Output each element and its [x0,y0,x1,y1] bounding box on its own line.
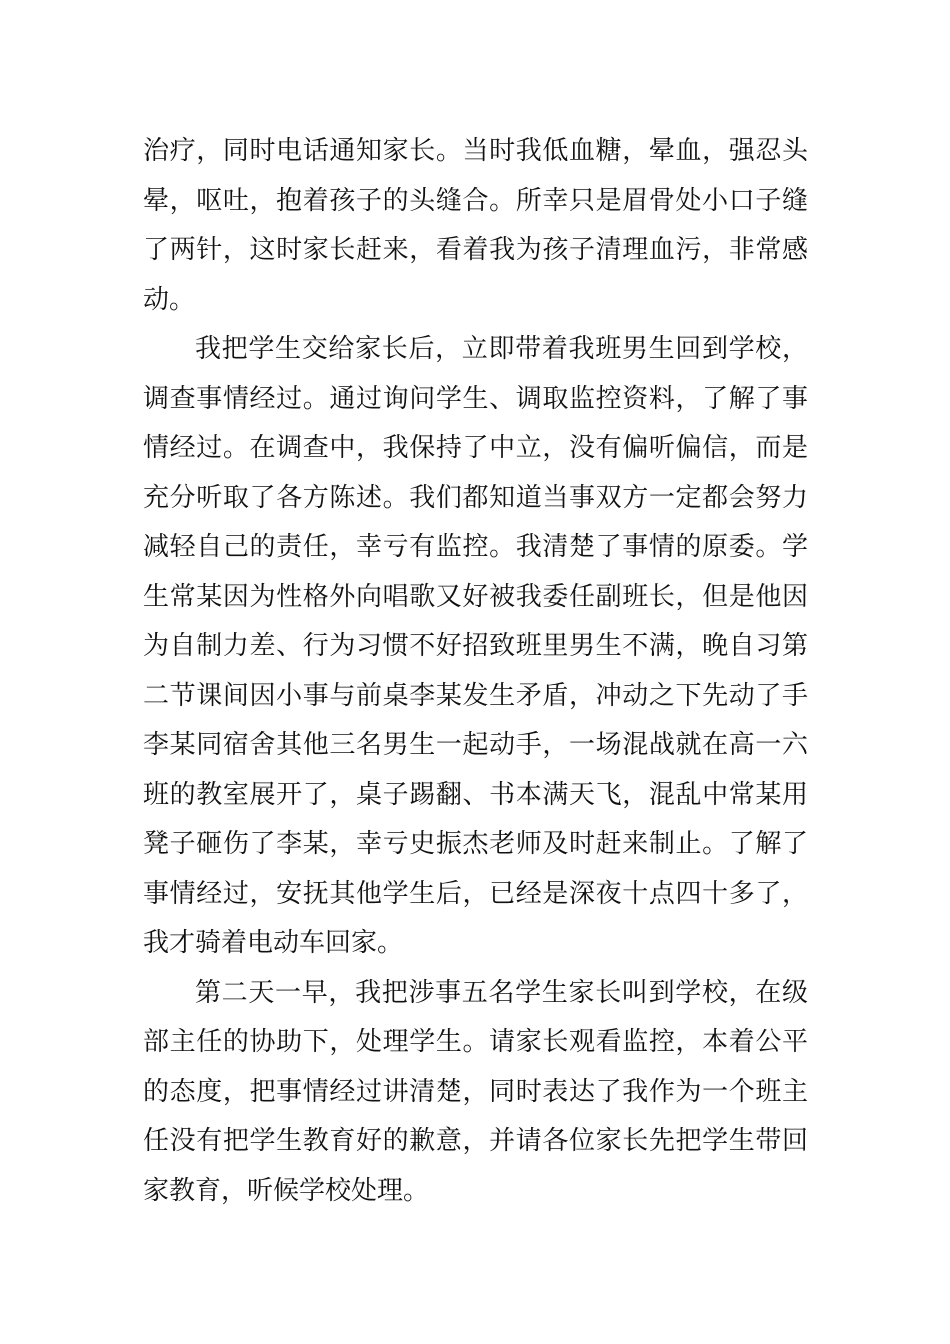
document-body [143,127,808,1216]
paragraph-2: 我把学生交给家长后，立即带着我班男生回到学校，调查事情经过。通过询问学生、调取监控资料，了解了事情经过。在调查中，我保持了中立，没有偏听偏信，而是充分听取了各方陈述。我们都知道当事双方一定都会努力减轻自己的责任，幸亏有监控。我清楚了事情的原委。学生常某因为性格外向唱歌又好被我委任副班长，但是他因为自制力差、行为习惯不好招致班里男生不满，晚自习第二节课间因小事与前桌李某发生矛盾，冲动之下先动了手李某同宿舍其他三名男生一起动手，一场混战就在高一六班的教室展开了，桌子踢翻、书本满天飞，混乱中常某用凳子砸伤了李某，幸亏史振杰老师及时赶来制止。了解了事情经过，安抚其他学生后，已经是深夜十点四十多了，我才骑着电动车回家。 [143,334,808,958]
paragraph-1: 治疗，同时电话通知家长。当时我低血糖，晕血，强忍头晕，呕吐，抱着孩子的头缝合。所幸只是眉骨处小口子缝了两针，这时家长赶来，看着我为孩子清理血污，非常感动。 [143,136,808,315]
paragraph-3: 第二天一早，我把涉事五名学生家长叫到学校，在级部主任的协助下，处理学生。请家长观看监控，本着公平的态度，把事情经过讲清楚，同时表达了我作为一个班主任没有把学生教育好的歉意，并请各位家长先把学生带回家教育，听候学校处理。 [143,977,808,1206]
